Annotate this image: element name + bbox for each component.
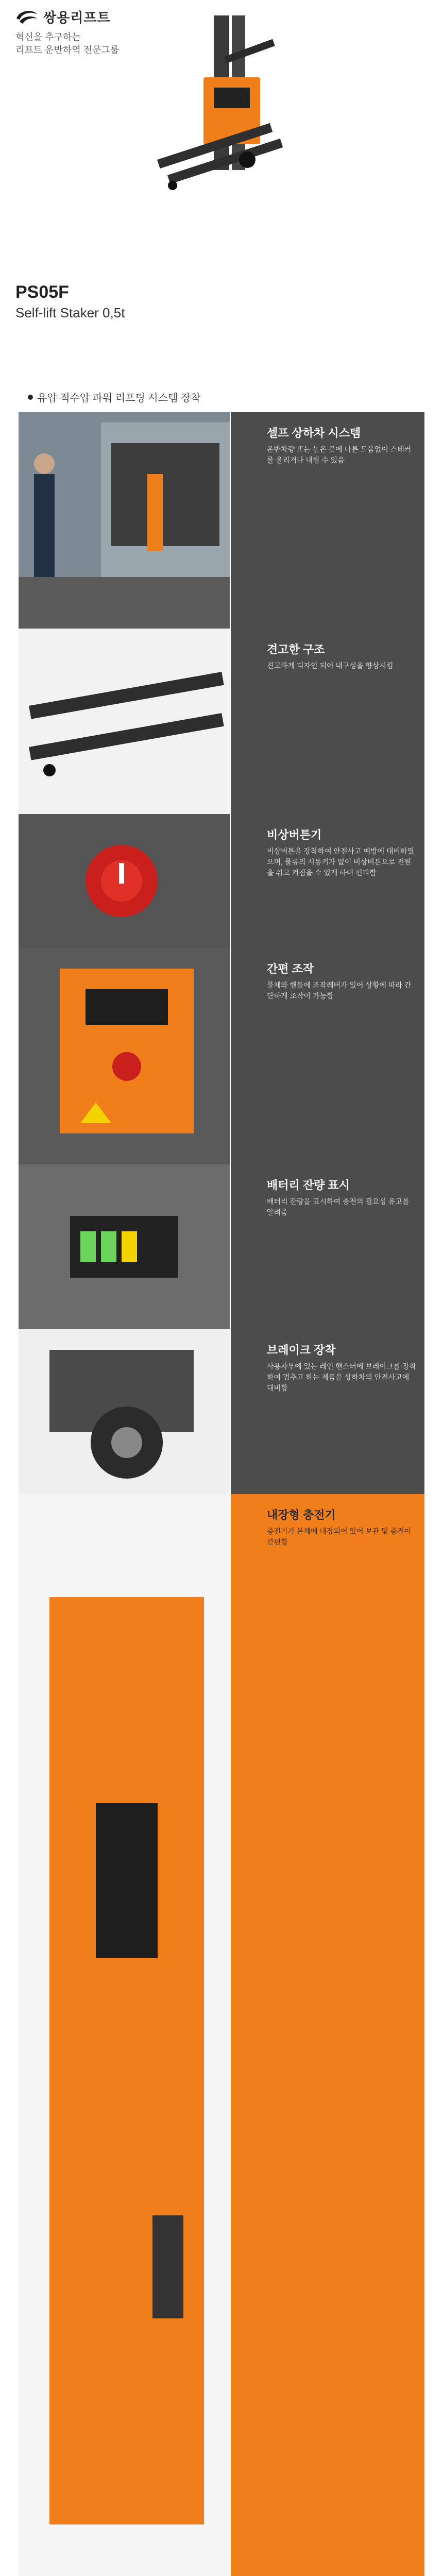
tagline-line: 리프트 운반하역 전문그룹 (15, 45, 120, 55)
feature-row (19, 1329, 424, 1494)
brand-logo (14, 7, 111, 26)
feature-panel (231, 948, 424, 1164)
charger-photo (19, 1494, 230, 2576)
control-panel-photo (19, 948, 230, 1164)
feature-panel (231, 412, 424, 629)
bullet-icon (28, 395, 33, 400)
battery-indicator-photo (19, 1164, 230, 1329)
feature-panel (231, 1494, 424, 2576)
feature-title: 간편 조작 (267, 962, 314, 975)
feature-title: 셀프 상하차 시스템 (267, 427, 361, 439)
feature-title: 견고한 구조 (267, 643, 325, 656)
feature-title: 배터리 잔량 표시 (267, 1179, 350, 1192)
feature-heading-text: 유압 적수압 파워 리프팅 시스템 장착 (37, 393, 201, 404)
feature-title: 내장형 충전기 (267, 1509, 336, 1521)
feature-row (19, 412, 424, 629)
brake-wheel-photo (19, 1329, 230, 1494)
feature-desc: 배터리 잔량을 표시하여 충전의 필요성 유고를 알려줌 (267, 1197, 410, 1216)
feature-panel (231, 814, 424, 948)
brand-name: 쌍용리프트 (43, 10, 111, 25)
feature-panel (231, 1164, 424, 1329)
tagline-line: 혁신을 추구하는 (15, 32, 81, 42)
feature-heading (28, 389, 201, 404)
feature-title: 비상버튼기 (267, 828, 322, 841)
feature-row (19, 629, 424, 814)
feature-panel (231, 1329, 424, 1494)
feature-desc: 충전기가 본체에 내장되어 있어 보관 및 충전이 간편함 (267, 1527, 412, 1546)
feature-desc: 사용자부에 있는 레인 핸스터에 브레이크를 장착하여 멈추고 하는 제품을 상하차의 안전사고에 대비함 (267, 1362, 416, 1392)
feature-desc: 운반차량 또는 높은 곳에 다른 도움없이 스테커를 올리거나 내릴 수 있음 (267, 445, 412, 464)
feature-row (19, 1164, 424, 1329)
feature-desc: 비상버튼을 장착하여 안전사고 예방에 대비하였으며, 물류의 시동키가 없이 비상버튼으로 전원을 쉬고 켜짐을 수 있게 하여 편리함 (267, 847, 415, 877)
feature-row (19, 814, 424, 948)
truck-loading-photo (19, 412, 230, 629)
stacker-hero-image (137, 5, 301, 201)
feature-row (19, 1494, 424, 2576)
emergency-button-photo (19, 814, 230, 948)
feature-desc: 견고하게 디자인 되어 내구성을 향상시킴 (267, 662, 394, 670)
feature-panel (231, 629, 424, 814)
feature-row (19, 948, 424, 1164)
feature-desc: 물체와 핸들에 조작레버가 있어 상황에 따라 간단하게 조작이 가능함 (267, 981, 412, 1000)
model-name: PS05F (15, 282, 69, 302)
model-subtitle: Self-lift Staker 0,5t (15, 305, 125, 320)
feature-title: 브레이크 장착 (267, 1344, 336, 1357)
fork-structure-photo (19, 629, 230, 814)
brand-tagline (15, 31, 119, 57)
swoosh-logo-icon (14, 8, 39, 26)
